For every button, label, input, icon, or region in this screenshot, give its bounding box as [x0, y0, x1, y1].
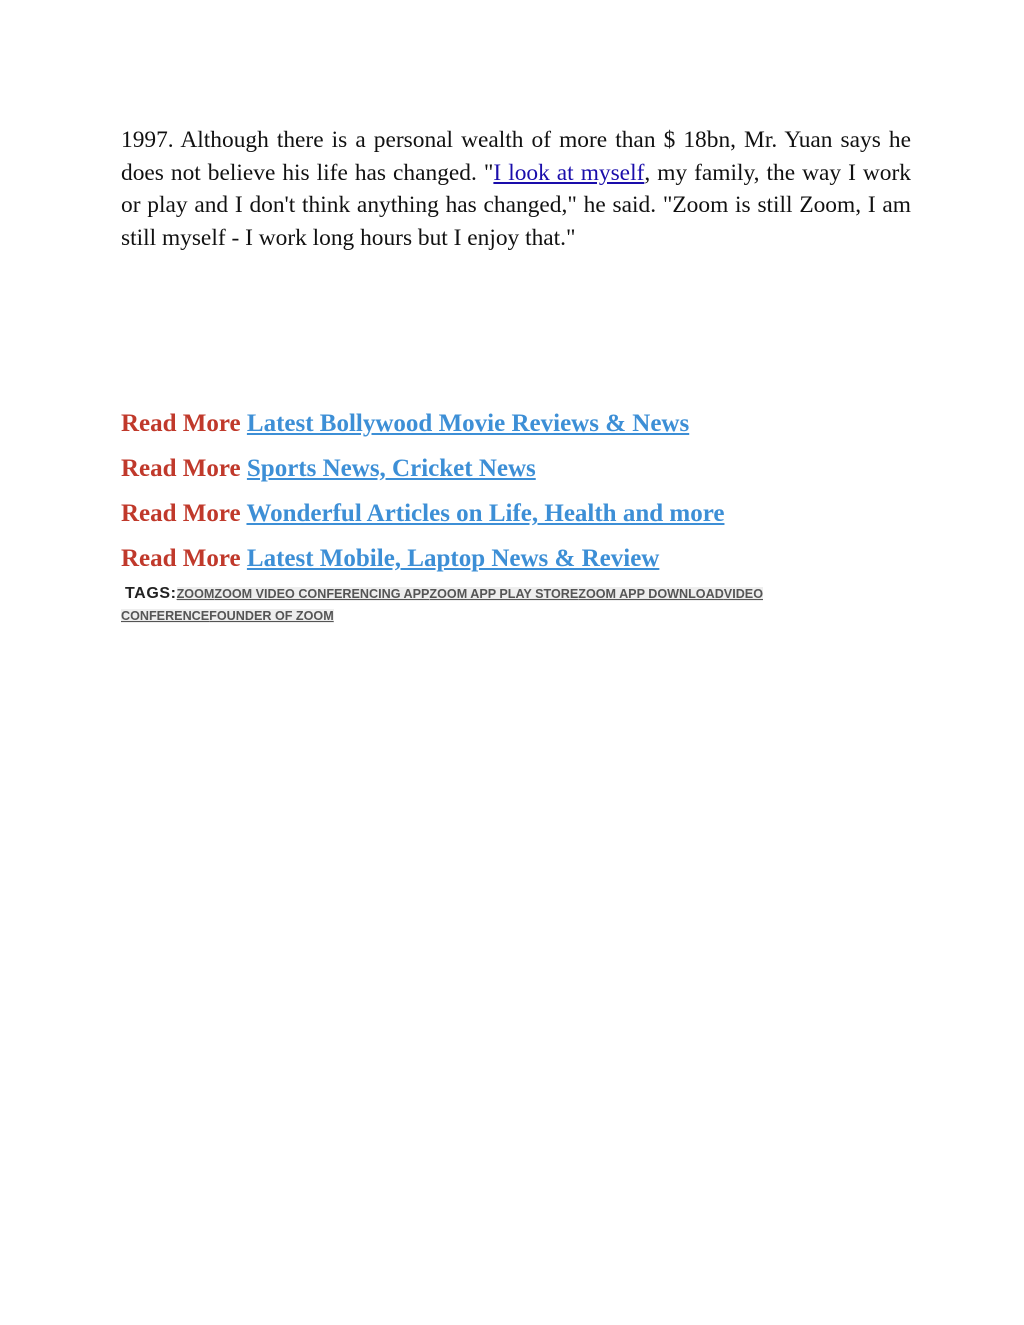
read-more-label: Read More [121, 500, 241, 527]
bollywood-news-link[interactable]: Latest Bollywood Movie Reviews & News [246, 410, 690, 437]
tag-link[interactable]: ZOOM APP PLAY STORE [429, 587, 579, 601]
tags-section [121, 583, 911, 627]
tag-link[interactable]: ZOOM VIDEO CONFERENCING APP [214, 587, 430, 601]
tags-label: TAGS: [125, 585, 177, 602]
tag-link[interactable]: FOUNDER OF ZOOM [209, 609, 334, 623]
article-body [121, 124, 911, 254]
paragraph-text-start: 1997. Although there is a personal wealth of more than $ 18bn, Mr. Yuan says he does not believe his life has changed. " [121, 127, 911, 186]
i-look-at-myself-link[interactable]: I look at myself [493, 159, 645, 186]
read-more-item-sports [121, 446, 921, 491]
tag-link[interactable]: VIDEO CONFERENCE [121, 587, 763, 623]
sports-news-link[interactable]: Sports News, Cricket News [246, 455, 536, 482]
read-more-label: Read More [121, 545, 241, 572]
paragraph-text-end: , my family, the way I work or play and I don't think anything has changed," he said. "Zoom is still Zoom, I am still myself - I work long hours but I enjoy that." [121, 159, 911, 251]
read-more-item-bollywood [121, 401, 921, 446]
tag-link[interactable]: ZOOM [176, 587, 215, 601]
article-paragraph [121, 124, 911, 254]
mobile-laptop-news-link[interactable]: Latest Mobile, Laptop News & Review [246, 545, 660, 572]
life-health-articles-link[interactable]: Wonderful Articles on Life, Health and more [246, 500, 725, 527]
read-more-list [121, 401, 921, 581]
read-more-label: Read More [121, 455, 241, 482]
read-more-item-articles [121, 491, 921, 536]
read-more-label: Read More [121, 410, 241, 437]
read-more-item-mobile [121, 536, 921, 581]
tag-link[interactable]: ZOOM APP DOWNLOAD [578, 587, 724, 601]
